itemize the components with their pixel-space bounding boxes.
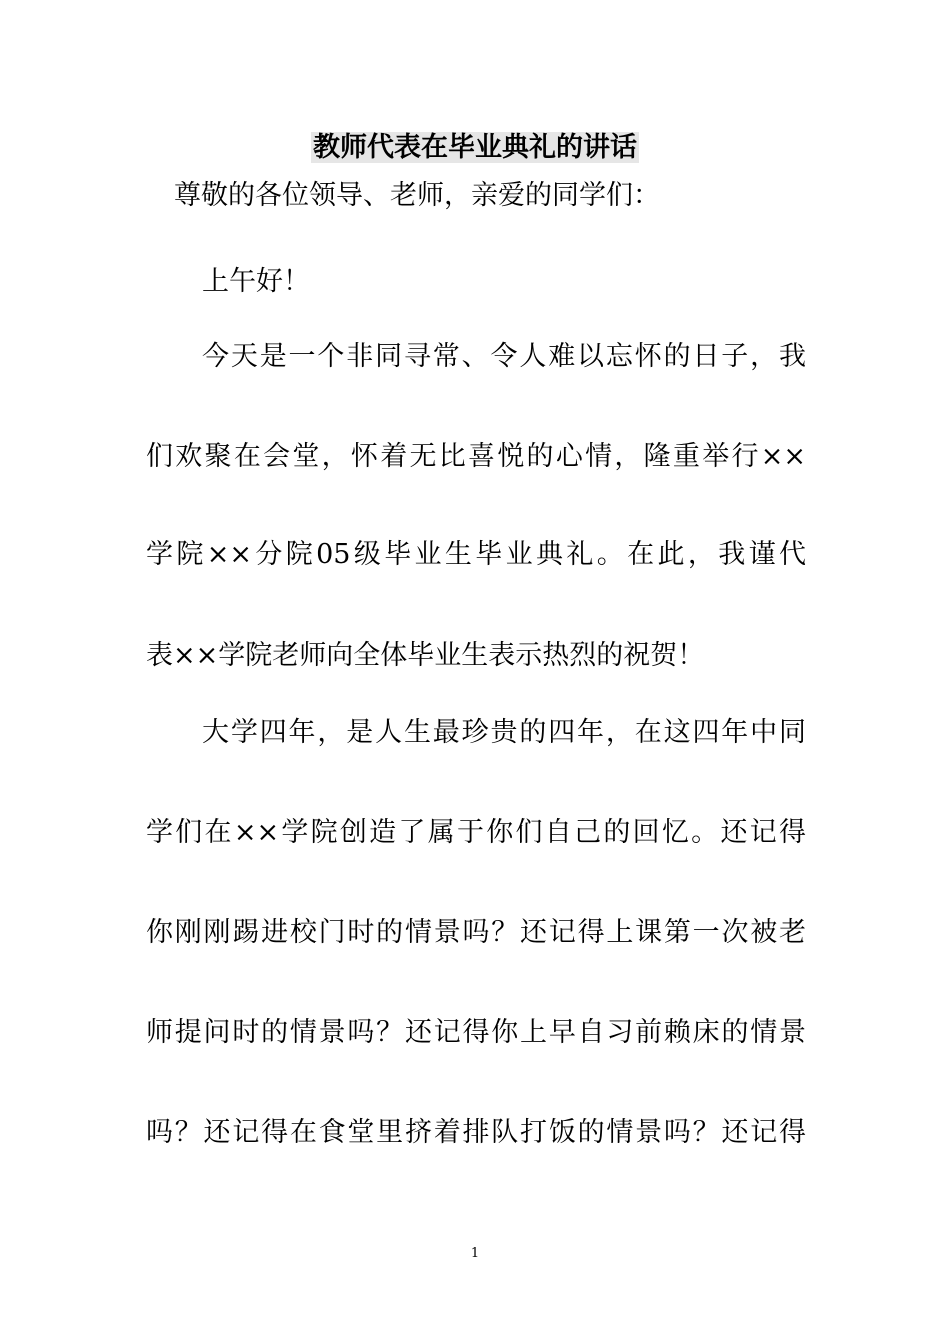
paragraph-line-9: 吗？还记得在食堂里挤着排队打饭的情景吗？还记得 — [146, 1117, 806, 1148]
greeting: 上午好！ — [202, 266, 310, 297]
paragraph-line-3: 学院××分院05级毕业生毕业典礼。在此，我谨代 — [146, 539, 806, 570]
title-text: 教师代表在毕业典礼的讲话 — [313, 132, 637, 163]
paragraph-line-7: 你刚刚踢进校门时的情景吗？还记得上课第一次被老 — [146, 917, 806, 948]
document-title — [0, 128, 950, 168]
page-number: 1 — [470, 1246, 480, 1261]
paragraph-line-5: 大学四年，是人生最珍贵的四年，在这四年中同 — [202, 717, 806, 748]
paragraph-line-6: 学们在××学院创造了属于你们自己的回忆。还记得 — [146, 817, 806, 848]
paragraph-line-2: 们欢聚在会堂，怀着无比喜悦的心情，隆重举行×× — [146, 441, 806, 472]
paragraph-line-1: 今天是一个非同寻常、令人难以忘怀的日子，我 — [202, 341, 806, 372]
paragraph-line-4: 表××学院老师向全体毕业生表示热烈的祝贺！ — [146, 640, 705, 671]
salutation: 尊敬的各位领导、老师，亲爱的同学们： — [174, 180, 660, 211]
paragraph-line-8: 师提问时的情景吗？还记得你上早自习前赖床的情景 — [146, 1017, 806, 1048]
